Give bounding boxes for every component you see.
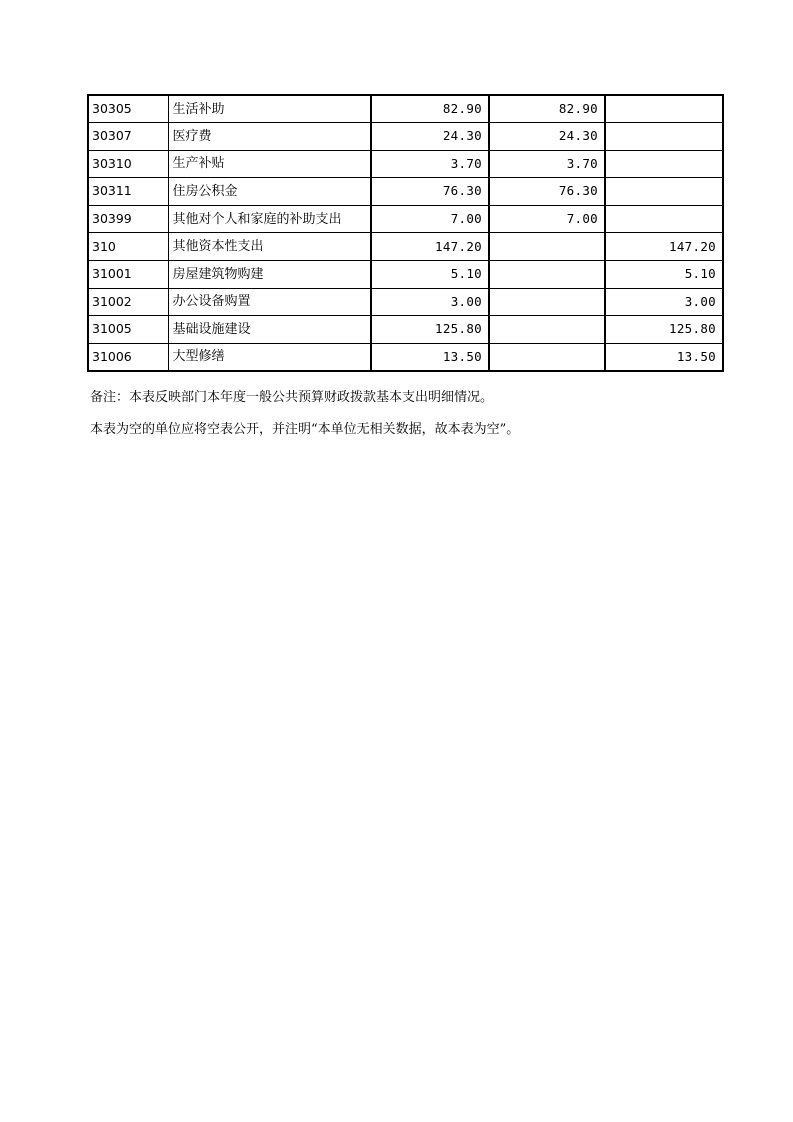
table-row	[88, 343, 723, 371]
item-name-cell: 生活补助	[168, 95, 371, 123]
personnel-expense-cell	[489, 288, 605, 316]
public-expense-cell: 147.20	[605, 233, 723, 261]
personnel-expense-cell	[489, 316, 605, 344]
total-cell: 24.30	[371, 123, 489, 151]
economic-code-cell: 31006	[88, 343, 168, 371]
table-row	[88, 150, 723, 178]
total-cell: 125.80	[371, 316, 489, 344]
item-name-cell: 基础设施建设	[168, 316, 371, 344]
economic-code-cell: 31001	[88, 261, 168, 289]
economic-code-cell: 30305	[88, 95, 168, 123]
item-name-cell: 医疗费	[168, 123, 371, 151]
total-cell: 147.20	[371, 233, 489, 261]
item-name-cell: 办公设备购置	[168, 288, 371, 316]
personnel-expense-cell: 76.30	[489, 178, 605, 206]
economic-code-cell: 30307	[88, 123, 168, 151]
item-name-cell: 其他资本性支出	[168, 233, 371, 261]
personnel-expense-cell: 24.30	[489, 123, 605, 151]
table-row	[88, 123, 723, 151]
economic-code-cell: 30399	[88, 205, 168, 233]
total-cell: 76.30	[371, 178, 489, 206]
personnel-expense-cell	[489, 233, 605, 261]
personnel-expense-cell: 3.70	[489, 150, 605, 178]
total-cell: 3.00	[371, 288, 489, 316]
public-expense-cell	[605, 150, 723, 178]
table-row	[88, 288, 723, 316]
public-expense-cell: 3.00	[605, 288, 723, 316]
expenditure-detail-table	[87, 94, 724, 372]
total-cell: 82.90	[371, 95, 489, 123]
economic-code-cell: 31002	[88, 288, 168, 316]
total-cell: 7.00	[371, 205, 489, 233]
empty-table-instruction: 本表为空的单位应将空表公开，并注明“本单位无相关数据，故本表为空”。	[90, 422, 520, 437]
table-row	[88, 95, 723, 123]
item-name-cell: 其他对个人和家庭的补助支出	[168, 205, 371, 233]
item-name-cell: 大型修缮	[168, 343, 371, 371]
table-row	[88, 205, 723, 233]
personnel-expense-cell	[489, 261, 605, 289]
personnel-expense-cell	[489, 343, 605, 371]
total-cell: 3.70	[371, 150, 489, 178]
economic-code-cell: 30310	[88, 150, 168, 178]
total-cell: 5.10	[371, 261, 489, 289]
economic-code-cell: 30311	[88, 178, 168, 206]
item-name-cell: 生产补贴	[168, 150, 371, 178]
table-row	[88, 178, 723, 206]
table-remark: 备注：本表反映部门本年度一般公共预算财政拨款基本支出明细情况。	[90, 390, 494, 405]
table-row	[88, 233, 723, 261]
economic-code-cell: 31005	[88, 316, 168, 344]
table-body	[88, 95, 723, 371]
personnel-expense-cell: 82.90	[489, 95, 605, 123]
public-expense-cell: 5.10	[605, 261, 723, 289]
item-name-cell: 房屋建筑物购建	[168, 261, 371, 289]
public-expense-cell	[605, 95, 723, 123]
economic-code-cell: 310	[88, 233, 168, 261]
table-row	[88, 316, 723, 344]
item-name-cell: 住房公积金	[168, 178, 371, 206]
total-cell: 13.50	[371, 343, 489, 371]
public-expense-cell	[605, 178, 723, 206]
public-expense-cell	[605, 123, 723, 151]
personnel-expense-cell: 7.00	[489, 205, 605, 233]
table-row	[88, 261, 723, 289]
public-expense-cell: 125.80	[605, 316, 723, 344]
public-expense-cell: 13.50	[605, 343, 723, 371]
public-expense-cell	[605, 205, 723, 233]
